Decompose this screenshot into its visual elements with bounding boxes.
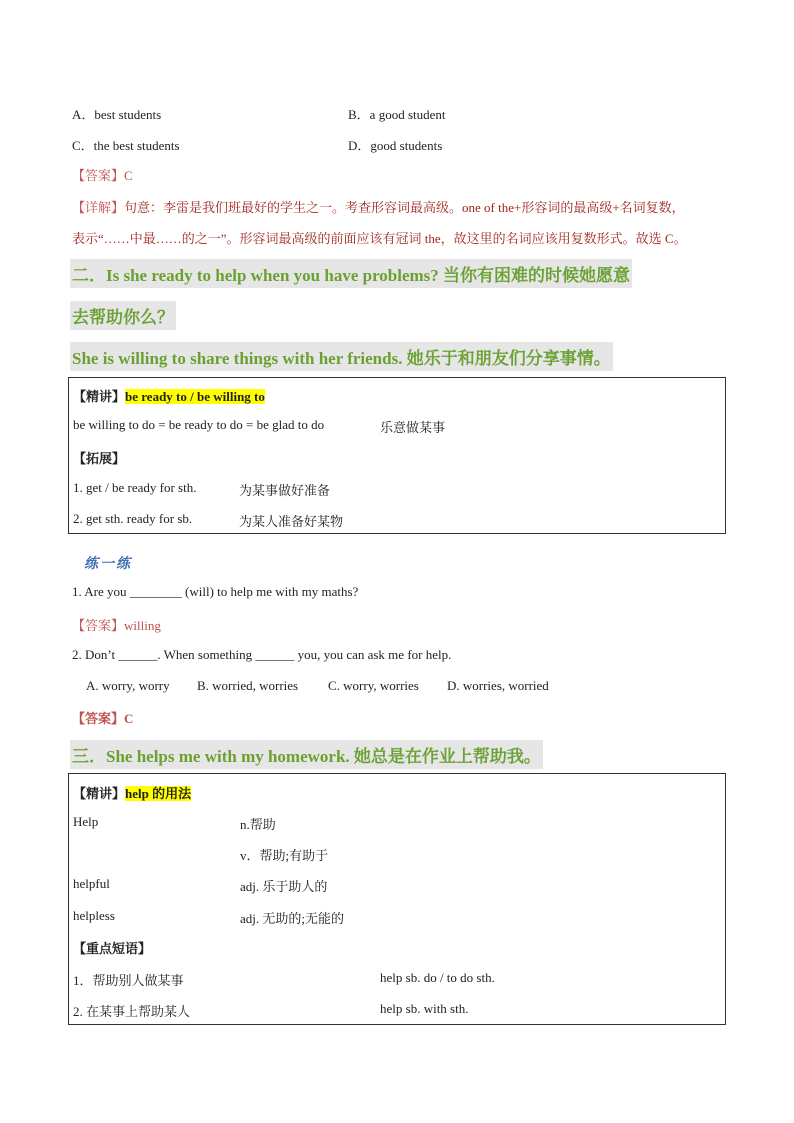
answer-1 xyxy=(72,165,133,184)
answer-tag: 【答案】 xyxy=(72,168,125,183)
section-3-title: 三．She helps me with my homework. 她总是在作业上帮助我。 xyxy=(70,740,543,769)
box2-word-1: Help xyxy=(73,814,99,829)
section-2-title-line-1: 二．Is she ready to help when you have problems? 当你有困难的时候她愿意 xyxy=(70,259,632,288)
detail-tag: 【详解】 xyxy=(72,200,125,215)
answer-value: willing xyxy=(124,618,161,633)
box2-meaning-2: v．帮助;有助于 xyxy=(240,848,329,863)
section-2-title-line-2: 去帮助你么？ xyxy=(70,301,176,330)
explanation-box-2 xyxy=(68,773,726,1025)
practice-question-1: 1. Are you ________ (will) to help me with my maths? xyxy=(72,584,359,599)
practice-question-2: 2. Don’t ______. When something ______ you, you can ask me for help. xyxy=(72,647,452,662)
option-c: C．the best students xyxy=(72,138,180,153)
box1-header-tag: 【精讲】 xyxy=(73,389,126,404)
practice-answer-2 xyxy=(72,708,133,727)
box1-header-highlight: be ready to / be willing to xyxy=(125,389,265,404)
practice-q2-option-a: A. worry, worry xyxy=(86,678,170,693)
box2-phrase-2-en: help sb. with sth. xyxy=(380,1001,469,1016)
box2-meaning-3: adj. 乐于助人的 xyxy=(240,879,328,894)
answer-value: C xyxy=(124,711,134,726)
box2-word-4: helpless xyxy=(73,908,115,923)
box2-header xyxy=(73,783,191,802)
box2-header-tag: 【精讲】 xyxy=(73,786,126,801)
box2-word-3: helpful xyxy=(73,876,110,891)
box2-meaning-1: n.帮助 xyxy=(240,817,276,832)
option-d: D．good students xyxy=(348,138,443,153)
box2-header-highlight: help 的用法 xyxy=(125,786,192,801)
option-b: B．a good student xyxy=(348,107,446,122)
box1-equation-cn: 乐意做某事 xyxy=(380,420,446,435)
box1-item-2-cn: 为某人准备好某物 xyxy=(239,514,344,529)
box2-phrase-1-cn: 1．帮助别人做某事 xyxy=(73,973,184,988)
practice-q2-option-d: D. worries, worried xyxy=(447,678,549,693)
detail-text-1: 句意：李雷是我们班最好的学生之一。考查形容词最高级。one of the+形容词的最高级+名词复数， xyxy=(124,200,685,215)
box2-phrases-tag: 【重点短语】 xyxy=(73,941,152,956)
practice-q2-option-c: C. worry, worries xyxy=(328,678,419,693)
box1-item-1-en: 1. get / be ready for sth. xyxy=(73,480,197,495)
answer-value: C xyxy=(124,168,133,183)
box1-equation-en: be willing to do = be ready to do = be glad to do xyxy=(73,417,325,432)
box1-extend-tag: 【拓展】 xyxy=(73,451,126,466)
explanation-box-1 xyxy=(68,377,726,534)
box2-meaning-4: adj. 无助的;无能的 xyxy=(240,911,344,926)
section-2-title-line-3: She is willing to share things with her friends. 她乐于和朋友们分享事情。 xyxy=(70,342,613,371)
answer-tag: 【答案】 xyxy=(72,711,125,726)
option-a: A．best students xyxy=(72,107,162,122)
detail-line-1 xyxy=(72,197,685,216)
answer-tag: 【答案】 xyxy=(72,618,125,633)
practice-q2-option-b: B. worried, worries xyxy=(197,678,299,693)
box2-phrase-1-en: help sb. do / to do sth. xyxy=(380,970,495,985)
box2-phrase-2-cn: 2. 在某事上帮助某人 xyxy=(73,1004,191,1019)
detail-line-2: 表示“……中最……的之一”。形容词最高级的前面应该有冠词 the，故这里的名词应该用复数形式。故选 C。 xyxy=(72,231,687,246)
box1-item-2-en: 2. get sth. ready for sb. xyxy=(73,511,193,526)
box1-item-1-cn: 为某事做好准备 xyxy=(239,483,331,498)
practice-answer-1 xyxy=(72,615,161,634)
practice-label: 练一练 xyxy=(84,557,132,572)
box1-header xyxy=(73,386,265,405)
